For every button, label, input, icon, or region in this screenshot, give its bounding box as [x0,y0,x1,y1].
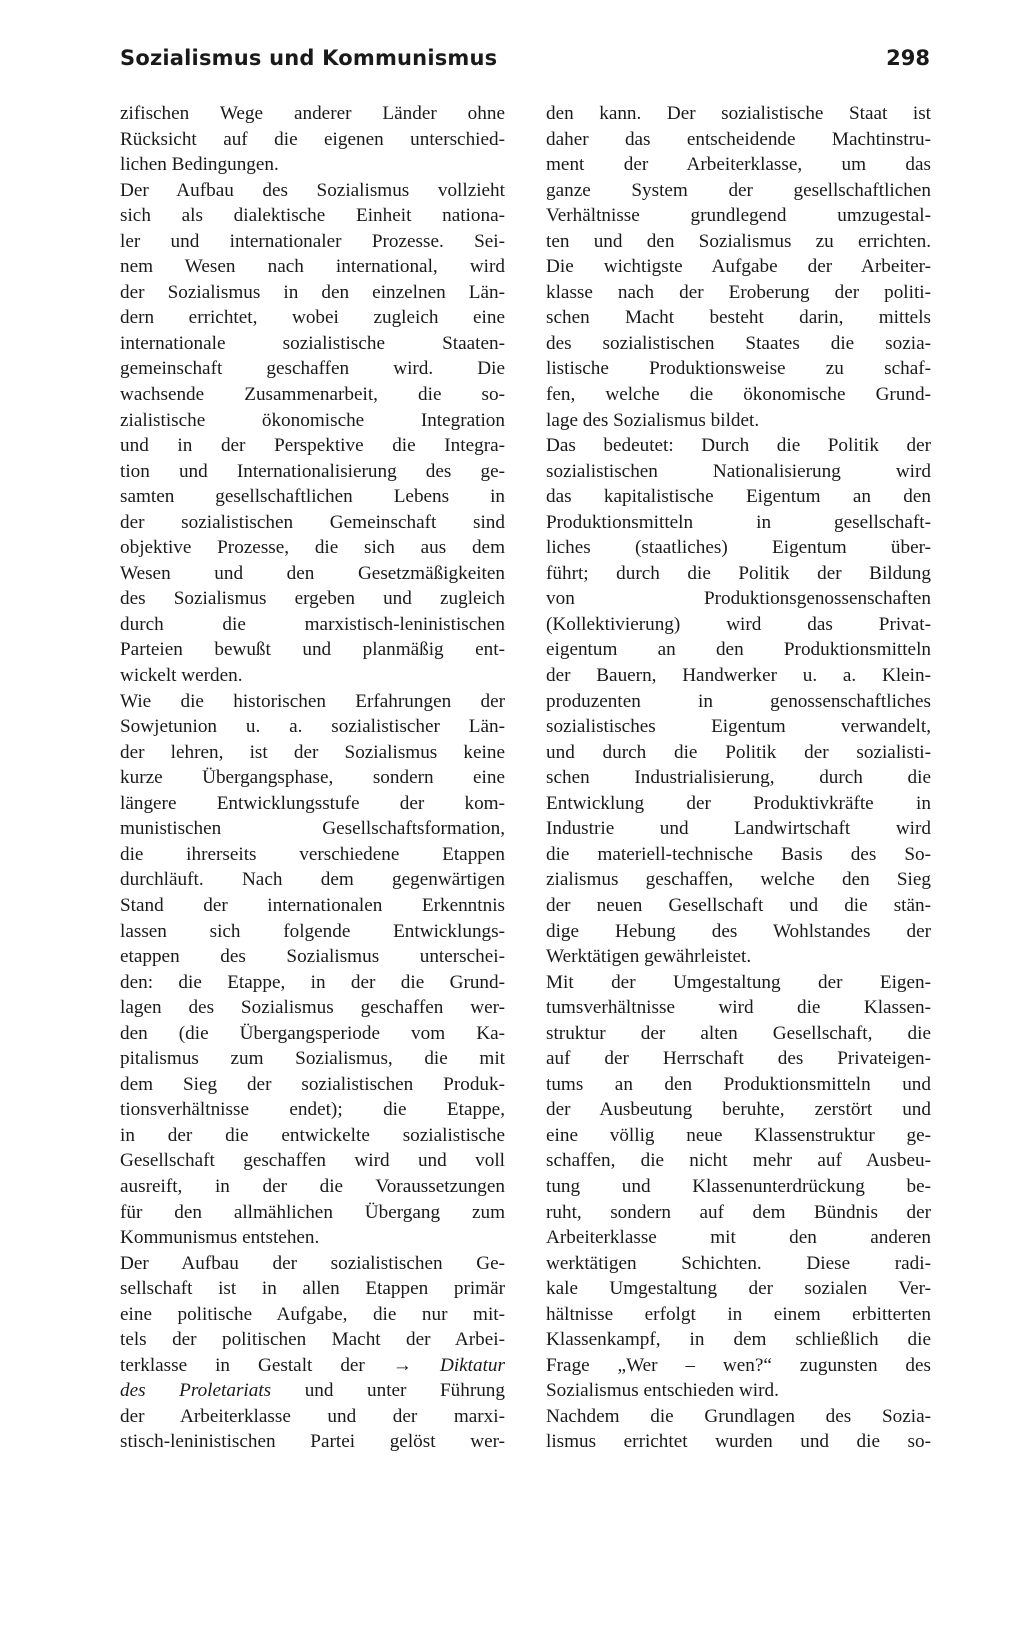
text-line: den: die Etappe, in der die Grund- [120,971,505,993]
text-line: lage des Sozialismus bildet. [546,409,760,431]
text-line: wickelt werden. [120,665,243,687]
text-line: in der die entwickelte sozialistische [120,1124,505,1146]
text-line: Wesen und den Gesetzmäßigkeiten [120,562,505,584]
text-line: struktur der alten Gesellschaft, die [546,1022,931,1044]
text-line: ment der Arbeiterklasse, um das [546,154,931,176]
text-line: Mit der Umgestaltung der Eigen- [546,971,931,993]
text-line: der lehren, ist der Sozialismus keine [120,741,505,763]
text-line: etappen des Sozialismus unterschei- [120,946,505,968]
text-line: pitalismus zum Sozialismus, die mit [120,1048,505,1070]
text-line: schen Industrialisierung, durch die [546,767,931,789]
text-line: auf der Herrschaft des Privateigen- [546,1048,931,1070]
text-line: zifischen Wege anderer Länder ohne [120,103,505,124]
text-line: terklasse in Gestalt der → Diktatur [120,1354,505,1376]
text-line: nem Wesen nach international, wird [120,256,505,278]
text-line: ten und den Sozialismus zu errichten. [546,230,931,252]
text-line: Wie die historischen Erfahrungen der [120,690,505,712]
left-text-column [120,101,505,1455]
text-line: Entwicklung der Produktivkräfte in [546,792,931,814]
text-line: internationale sozialistische Staaten- [120,332,505,354]
text-line: der sozialistischen Gemeinschaft sind [120,511,505,533]
text-line: der Bauern, Handwerker u. a. Klein- [546,665,931,687]
text-line: Arbeiterklasse mit den anderen [546,1227,931,1249]
text-line: samten gesellschaftlichen Lebens in [120,486,505,508]
text-line: Kommunismus entstehen. [120,1227,320,1249]
text-line: kale Umgestaltung der sozialen Ver- [546,1278,931,1300]
text-line: kurze Übergangsphase, sondern eine [120,767,505,789]
text-line: den (die Übergangsperiode vom Ka- [120,1022,505,1044]
text-line: von Produktionsgenossenschaften [546,588,931,610]
text-line: lassen sich folgende Entwicklungs- [120,920,505,942]
text-line: des Proletariats und unter Führung [120,1380,505,1402]
text-line: (Kollektivierung) wird das Privat- [546,613,931,635]
text-line: Der Aufbau des Sozialismus vollzieht [120,179,505,201]
text-line: daher das entscheidende Machtinstru- [546,128,931,150]
text-line: die ihrerseits verschiedene Etappen [120,843,505,865]
text-line: produzenten in genossenschaftliches [546,690,931,712]
text-line: des sozialistischen Staates die sozia- [546,332,931,354]
page-header [120,46,930,82]
text-line: durchläuft. Nach dem gegenwärtigen [120,869,505,891]
text-line: tionsverhältnisse endet); die Etappe, [120,1099,505,1121]
text-line: den kann. Der sozialistische Staat ist [546,103,931,124]
text-line: klasse nach der Eroberung der politi- [546,281,931,303]
text-line: lismus errichtet wurden und die so- [546,1431,931,1453]
text-line: tung und Klassenunterdrückung be- [546,1175,931,1197]
text-line: dem Sieg der sozialistischen Produk- [120,1073,505,1095]
text-line: Der Aufbau der sozialistischen Ge- [120,1252,505,1274]
text-line: das kapitalistische Eigentum an den [546,486,931,508]
text-line: sellschaft ist in allen Etappen primär [120,1278,505,1300]
text-line: Verhältnisse grundlegend umzugestal- [546,205,931,227]
text-line: werktätigen Schichten. Diese radi- [546,1252,931,1274]
text-line: objektive Prozesse, die sich aus dem [120,537,505,559]
text-line: tumsverhältnisse wird die Klassen- [546,997,931,1019]
right-text-column [546,101,931,1455]
text-line: Werktätigen gewährleistet. [546,946,752,968]
text-line: dern errichtet, wobei zugleich eine [120,307,505,329]
text-line: für den allmählichen Übergang zum [120,1201,505,1223]
text-line: die materiell-technische Basis des So- [546,843,931,865]
cross-reference-term: Diktatur [439,1354,505,1376]
text-line: ler und internationaler Prozesse. Sei- [120,230,505,252]
text-line: zialistische ökonomische Integration [120,409,505,431]
text-line: gemeinschaft geschaffen wird. Die [120,358,505,380]
running-title: Sozialismus und Kommunismus [120,46,498,70]
text-line: Rücksicht auf die eigenen unterschied- [120,128,505,150]
text-line: Nachdem die Grundlagen des Sozia- [546,1405,931,1427]
text-line: Die wichtigste Aufgabe der Arbeiter- [546,256,931,278]
text-line: der Ausbeutung beruhte, zerstört und [546,1099,931,1121]
text-line: tion und Internationalisierung des ge- [120,460,505,482]
page-number: 298 [886,46,930,70]
text-line: wachsende Zusammenarbeit, die so- [120,384,505,406]
text-line: der neuen Gesellschaft und die stän- [546,894,931,916]
text-line: Das bedeutet: Durch die Politik der [546,435,931,457]
cross-reference-term: des Proletariats [120,1380,272,1402]
text-line: ganze System der gesellschaftlichen [546,179,931,201]
text-line: dige Hebung des Wohlstandes der [546,920,931,942]
text-line: listische Produktionsweise zu schaf- [546,358,931,380]
text-line: sozialistischen Nationalisierung wird [546,460,931,482]
text-line: führt; durch die Politik der Bildung [546,562,931,584]
text-line: ruht, sondern auf dem Bündnis der [546,1201,931,1223]
text-line: Frage „Wer – wen?“ zugunsten des [546,1354,931,1376]
text-line: längere Entwicklungsstufe der kom- [120,792,505,814]
text-line: Gesellschaft geschaffen wird und voll [120,1150,505,1172]
text-line: lichen Bedingungen. [120,154,279,176]
text-line: der Sozialismus in den einzelnen Län- [120,281,505,303]
text-line: eigentum an den Produktionsmitteln [546,639,931,661]
text-line: liches (staatliches) Eigentum über- [546,537,931,559]
text-line: schaffen, die nicht mehr auf Ausbeu- [546,1150,931,1172]
text-line: tums an den Produktionsmitteln und [546,1073,931,1095]
text-line: stisch-leninistischen Partei gelöst wer- [120,1431,505,1453]
text-line: Sozialismus entschieden wird. [546,1380,779,1402]
text-line: fen, welche die ökonomische Grund- [546,384,931,406]
text-line: schen Macht besteht darin, mittels [546,307,931,329]
text-line: und durch die Politik der sozialisti- [546,741,931,763]
text-line: munistischen Gesellschaftsformation, [120,818,505,840]
text-line: eine politische Aufgabe, die nur mit- [120,1303,505,1325]
text-line: Stand der internationalen Erkenntnis [120,894,505,916]
text-line: Sowjetunion u. a. sozialistischer Län- [120,716,505,738]
text-line: sich als dialektische Einheit nationa- [120,205,505,227]
text-line: durch die marxistisch-leninistischen [120,613,505,635]
text-line: ausreift, in der die Voraussetzungen [120,1175,505,1197]
text-line: lagen des Sozialismus geschaffen wer- [120,997,505,1019]
text-line: Produktionsmitteln in gesellschaft- [546,511,931,533]
text-line: der Arbeiterklasse und der marxi- [120,1405,505,1427]
text-line: Industrie und Landwirtschaft wird [546,818,931,840]
text-line: hältnisse erfolgt in einem erbitterten [546,1303,931,1325]
text-line: zialismus geschaffen, welche den Sieg [546,869,931,891]
text-line: Klassenkampf, in dem schließlich die [546,1329,931,1351]
text-line: und in der Perspektive die Integra- [120,435,505,457]
text-line: eine völlig neue Klassenstruktur ge- [546,1124,931,1146]
text-line: sozialistisches Eigentum verwandelt, [546,716,931,738]
text-line: tels der politischen Macht der Arbei- [120,1329,505,1351]
text-line: Parteien bewußt und planmäßig ent- [120,639,505,661]
text-line: des Sozialismus ergeben und zugleich [120,588,505,610]
